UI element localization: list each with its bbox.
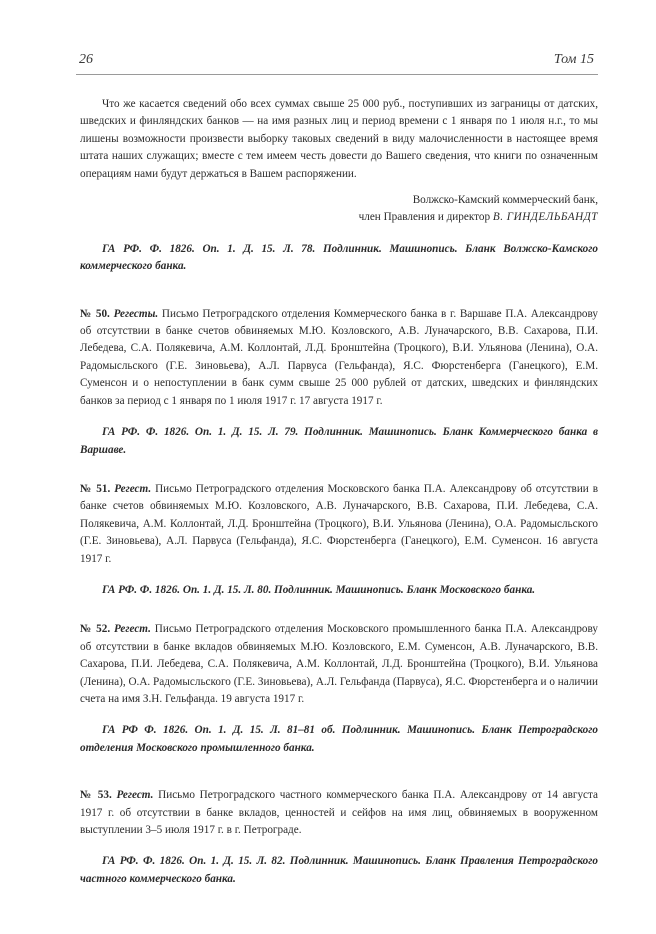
document-label: Регесты. [113,307,159,320]
archive-reference: ГА РФ Ф. 1826. Оп. 1. Д. 15. Л. 81–81 об. Подлинник. Машинопись. Бланк Петроградского отделения Московского промышленного банка. [80,724,598,754]
signature-name: В. ГИНДЕЛЬБАНДТ [492,211,598,224]
archive-reference: ГА РФ. Ф. 1826. Оп. 1. Д. 15. Л. 78. Подлинник. Машинопись. Бланк Волжско-Камского коммерческого банка. [80,242,598,273]
document-label: Регест. [116,789,154,802]
archive-reference: ГА РФ. Ф. 1826. Оп. 1. Д. 15. Л. 80. Подлинник. Машинопись. Бланк Московского банка. [102,583,536,596]
document-label: Регест. [114,482,152,495]
document-entry-50 [80,306,598,410]
document-number: № 51. [80,482,111,495]
document-entry-51 [80,481,598,568]
archive-reference: ГА РФ. Ф. 1826. Оп. 1. Д. 15. Л. 79. Подлинник. Машинопись. Бланк Коммерческого банка в Варшаве. [80,426,598,456]
document-text: Письмо Петроградского частного коммерческого банка П.А. Александрову от 14 августа 1917 г. об отсутствии в банке вкладов, ценностей и сейфов на имя лиц, обвиняемых в вооруженном выступлении 3–5 июля 1917 г. в г. Петрограде. [80,789,599,836]
signature-block [80,192,598,227]
document-label: Регест. [113,623,151,636]
document-entry-53 [80,787,598,839]
document-entry-52 [80,621,598,708]
document-text: Письмо Петроградского отделения Московского банка П.А. Александрову об отсутствии в банке счетов обвиняемых М.Ю. Козловского, А.В. Луначарского, В.В. Сахарова, П.И. Лебедева, С.А. Полякевича, А.М. Коллонтай, Л.Д. Бронштейна (Троцкого), В.И. Ульянова (Ленина), О.А. Радомысльского (Г.Е. Зиновьева), А.Л. Парвуса (Гельфанда), Я.С. Фюрстенберга (Ганецкого), Е.М. Суменсон. 16 августа 1917 г. [80,482,598,565]
document-number: № 50. [80,307,110,320]
document-text: Письмо Петроградского отделения Коммерческого банка в г. Варшаве П.А. Александрову об отсутствии в банке счетов обвиняемых М.Ю. Козловского, А.В. Луначарского, В.В. Сахарова, П.И. Лебедева, С.А. Полякевича, А.М. Коллонтай, Л.Д. Бронштейна (Троцкого), В.И. Ульянова (Ленина), О.А. Радомысльского (Г.Е. Зиновьева), А.Л. Парвуса (Гельфанда), Я.С. Фюрстенберга (Ганецкого), Е.М. Суменсон и о непоступлении в банк сумм свыше 25 000 рублей от датских, шведских и финляндских банков за период с 1 января по 1 июля 1917 г. 17 августа 1917 г. [80,307,599,407]
page-number: 26 [79,52,93,67]
signature-role: член Правления и директор [358,211,491,224]
signature-line [80,209,598,226]
intro-paragraph: Что же касается сведений обо всех суммах свыше 25 000 руб., поступивших из заграницы от датских, шведских и финляндских банков — на имя разных лиц и период времени с 1 января по 1 июля н.г., то мы лишены возможности произвести выборку таковых сведений в виду малочисленности в настоящее время штата наших служащих; вместе с тем имеем честь довести до Вашего сведения, что книги по означенным операциям нами будут держаться в Вашем распоряжении. [80,98,598,180]
page-body [80,96,598,888]
volume-label: Том 15 [553,52,594,67]
document-number: № 53. [80,789,112,802]
signature-bank: Волжско-Камский коммерческий банк, [412,194,598,207]
running-header [76,52,598,75]
archive-reference: ГА РФ. Ф. 1826. Оп. 1. Д. 15. Л. 82. Подлинник. Машинопись. Бланк Правления Петроградского частного коммерческого банка. [80,855,598,885]
document-text: Письмо Петроградского отделения Московского промышленного банка П.А. Александрову об отсутствии в банке вкладов обвиняемых М.Ю. Козловского, Е.М. Суменсон, А.В. Луначарского, В.В. Сахарова, П.И. Лебедева, С.А. Полякевича, А.М. Коллонтай, Л.Д. Бронштейна (Троцкого), В.И. Ульянова (Ленина), О.А. Радомысльского (Г.Е. Зиновьева), А.Л. Гельфанда (Парвуса), Я.С. Фюрстенберга и о наличии счета на имя З.Н. Гельфанда. 19 августа 1917 г. [80,623,599,705]
document-number: № 52. [80,623,111,636]
